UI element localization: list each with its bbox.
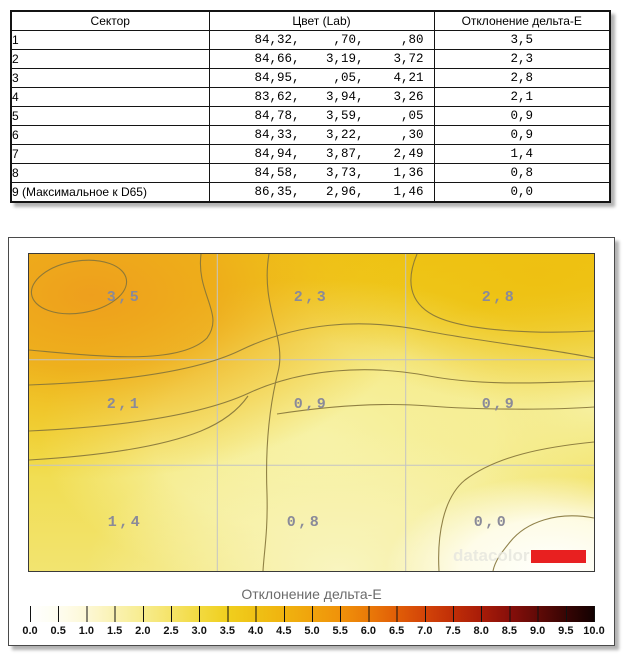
- lab-b: 3,72: [393, 52, 424, 66]
- lab-cell: [209, 50, 434, 69]
- lab-a: ,05,: [333, 71, 364, 85]
- tick-label: 4.0: [247, 625, 264, 637]
- lab-a: 3,59,: [325, 109, 364, 123]
- table-row: [11, 164, 610, 183]
- delta-cell: 2,1: [434, 88, 610, 107]
- sector-cell: 6: [11, 126, 209, 145]
- sector-table: [10, 10, 611, 203]
- sector-cell: 2: [11, 50, 209, 69]
- heatmap-canvas: [29, 254, 594, 571]
- datacolor-logo-mark: [531, 550, 586, 563]
- lab-l: 84,33,: [254, 128, 300, 142]
- heatmap-cell-label: 2,8: [481, 289, 517, 306]
- lab-cell: [209, 164, 434, 183]
- lab-a: 3,94,: [325, 90, 364, 104]
- tick-label: 9.5: [558, 625, 574, 637]
- colorbar-tick-labels: [22, 625, 605, 638]
- delta-cell: 0,9: [434, 126, 610, 145]
- tick-label: 8.0: [473, 625, 489, 637]
- delta-cell: 2,3: [434, 50, 610, 69]
- lab-l: 84,95,: [254, 71, 300, 85]
- heatmap-cell-label: 2,1: [106, 396, 142, 413]
- tick-label: 3.0: [191, 625, 207, 637]
- sector-cell: 4: [11, 88, 209, 107]
- sector-cell: 1: [11, 31, 209, 50]
- lab-a: 3,87,: [325, 147, 364, 161]
- tick-label: 1.0: [78, 625, 95, 637]
- table-header-row: [11, 11, 610, 31]
- tick-label: 8.5: [501, 625, 518, 637]
- sector-cell: 8: [11, 164, 209, 183]
- lab-cell: [209, 183, 434, 203]
- heatmap-cell-label: 0,0: [473, 514, 509, 531]
- lab-cell: [209, 31, 434, 50]
- table-row: [11, 88, 610, 107]
- tick-label: 4.5: [276, 625, 292, 637]
- lab-a: 2,96,: [325, 185, 364, 199]
- heatmap-cell-label: 0,9: [481, 396, 517, 413]
- col-header-sector: Сектор: [11, 11, 209, 31]
- tick-label: 0.5: [50, 625, 66, 637]
- tick-label: 2.5: [163, 625, 179, 637]
- colorbar-gradient: [30, 606, 595, 622]
- lab-b: ,80: [400, 33, 424, 47]
- lab-b: ,30: [400, 128, 424, 142]
- lab-l: 84,66,: [254, 52, 300, 66]
- lab-b: 2,49: [393, 147, 424, 161]
- tick-label: 5.5: [332, 625, 348, 637]
- lab-b: 1,36: [393, 166, 424, 180]
- lab-a: 3,73,: [325, 166, 364, 180]
- lab-cell: [209, 126, 434, 145]
- heatmap-cell-label: 3,5: [106, 289, 142, 306]
- lab-a: 3,22,: [325, 128, 364, 142]
- datacolor-watermark: datacolor: [453, 546, 530, 565]
- heatmap-cell-label: 1,4: [107, 514, 143, 531]
- delta-cell: 0,8: [434, 164, 610, 183]
- lab-b: ,05: [400, 109, 424, 123]
- tick-label: 7.0: [417, 625, 433, 637]
- table-row: [11, 50, 610, 69]
- lab-a: ,70,: [333, 33, 364, 47]
- lab-l: 84,32,: [254, 33, 300, 47]
- sector-cell: 7: [11, 145, 209, 164]
- delta-cell: 0,0: [434, 183, 610, 203]
- lab-l: 84,94,: [254, 147, 300, 161]
- sector-cell: 5: [11, 107, 209, 126]
- tick-label: 0.0: [22, 625, 38, 637]
- tick-label: 7.5: [445, 625, 461, 637]
- heatmap-plot: [28, 253, 595, 572]
- lab-l: 86,35,: [254, 185, 300, 199]
- tick-label: 6.5: [388, 625, 405, 637]
- lab-l: 84,58,: [254, 166, 300, 180]
- colorbar-title: Отклонение дельта-E: [241, 586, 382, 602]
- lab-cell: [209, 145, 434, 164]
- heatmap-cell-label: 0,8: [286, 514, 322, 531]
- heatmap-cell-label: 0,9: [293, 396, 329, 413]
- table-row: [11, 69, 610, 88]
- lab-b: 3,26: [393, 90, 424, 104]
- tick-label: 9.0: [529, 625, 546, 637]
- delta-cell: 0,9: [434, 107, 610, 126]
- tick-label: 5.0: [304, 625, 320, 637]
- tick-label: 1.5: [106, 625, 123, 637]
- table-row: [11, 107, 610, 126]
- sector-cell: 3: [11, 69, 209, 88]
- table-row: [11, 183, 610, 203]
- lab-cell: [209, 88, 434, 107]
- lab-l: 83,62,: [254, 90, 300, 104]
- table-row: [11, 145, 610, 164]
- lab-cell: [209, 107, 434, 126]
- col-header-lab: Цвет (Lab): [209, 11, 434, 31]
- delta-cell: 3,5: [434, 31, 610, 50]
- tick-label: 2.0: [135, 625, 151, 637]
- tick-label: 10.0: [583, 625, 605, 637]
- tick-label: 6.0: [360, 625, 377, 637]
- lab-a: 3,19,: [325, 52, 364, 66]
- lab-b: 4,21: [393, 71, 424, 85]
- table-row: [11, 31, 610, 50]
- table-row: [11, 126, 610, 145]
- sector-cell: 9 (Максимальное к D65): [11, 183, 209, 203]
- tick-label: 3.5: [219, 625, 236, 637]
- lab-cell: [209, 69, 434, 88]
- lab-b: 1,46: [393, 185, 424, 199]
- col-header-delta: Отклонение дельта-E: [434, 11, 610, 31]
- delta-cell: 2,8: [434, 69, 610, 88]
- delta-cell: 1,4: [434, 145, 610, 164]
- lab-l: 84,78,: [254, 109, 300, 123]
- uniformity-figure: [8, 237, 615, 646]
- heatmap-cell-label: 2,3: [293, 289, 329, 306]
